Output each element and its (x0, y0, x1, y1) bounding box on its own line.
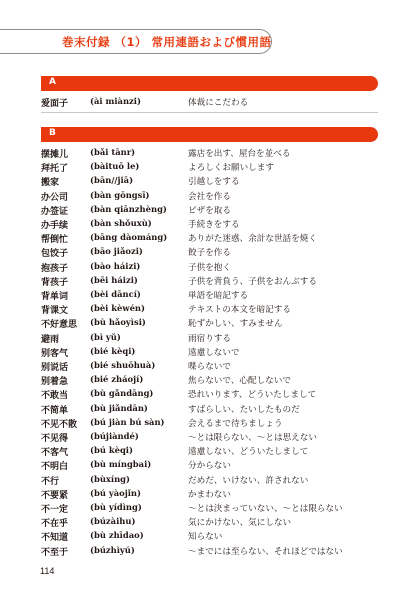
entry-pinyin: (bào háizi) (90, 260, 141, 271)
glossary-entry (0, 403, 420, 417)
entry-pinyin: (bèi dāncí) (90, 289, 141, 299)
entry-hanzi: 不在乎 (41, 519, 69, 530)
entry-pinyin: (bù yídìng) (90, 502, 142, 512)
entry-meaning: 雨宿りする (188, 333, 231, 344)
entry-hanzi: 摆摊儿 (41, 150, 69, 160)
entry-meaning: 遠慮しない、どういたしまして (188, 447, 309, 458)
entry-hanzi: 不客气 (41, 448, 69, 459)
appendix-title-bar (0, 29, 272, 54)
glossary-entry (0, 147, 420, 161)
entry-meaning: 恐れいります、どういたしまして (188, 390, 317, 401)
entry-hanzi: 爱面子 (41, 99, 69, 109)
entry-pinyin: (bié zháojí) (90, 374, 144, 385)
entry-pinyin: (bāo jiǎozi) (90, 246, 143, 257)
entry-meaning: 手続きをする (188, 220, 240, 230)
glossary-entry (0, 332, 420, 346)
glossary-entry (0, 417, 420, 431)
entry-meaning: 喋らないで (188, 362, 231, 372)
entry-hanzi: 不见不散 (41, 419, 78, 430)
entry-pinyin: (bān//jiā) (90, 175, 134, 186)
entry-pinyin: (bàn shǒuxù) (90, 218, 152, 228)
glossary-entry (0, 175, 420, 189)
entry-meaning: 会えるまで待ちましょう (188, 418, 283, 429)
entry-hanzi: 不行 (41, 476, 60, 487)
entry-meaning: ～とは限らない、～とは思えない (188, 433, 317, 443)
entry-meaning: 知らない (188, 532, 223, 543)
entry-meaning: 子供を抱く (188, 262, 231, 273)
glossary-entry (0, 161, 420, 175)
glossary-entry (0, 218, 420, 232)
entry-pinyin: (bàn gōngsī) (90, 189, 150, 200)
entry-meaning: だめだ、いけない、許されない (188, 475, 309, 486)
entry-hanzi: 抱孩子 (41, 263, 69, 274)
entry-hanzi: 搬家 (41, 178, 60, 189)
entry-hanzi: 不至于 (41, 547, 69, 558)
entry-hanzi: 拜托了 (41, 164, 69, 175)
entry-meaning: 餃子を作る (188, 248, 231, 259)
glossary-entry (0, 346, 420, 360)
entry-pinyin: (bié shuōhuà) (90, 360, 156, 370)
glossary-entry (0, 545, 420, 559)
glossary-entry (0, 232, 420, 246)
entry-meaning: 引越しをする (188, 177, 240, 188)
entry-pinyin: (bù jiǎndān) (90, 402, 148, 413)
entry-hanzi: 避雨 (41, 334, 60, 345)
entry-pinyin: (bēi háizi) (90, 274, 138, 285)
entry-hanzi: 不要紧 (41, 490, 69, 501)
entry-meaning: 気にかけない、気にしない (188, 518, 292, 529)
glossary-entry (0, 502, 420, 516)
entry-hanzi: 背单词 (41, 292, 69, 302)
glossary-entry (0, 431, 420, 445)
entry-meaning: 焦らないで、心配しないで (188, 376, 291, 387)
entry-hanzi: 背孩子 (41, 277, 69, 288)
entry-meaning: 露店を出す、屋台を並べる (188, 149, 291, 159)
entry-hanzi: 不敢当 (41, 391, 69, 402)
glossary-entry (0, 289, 420, 303)
entry-meaning: ありがた迷惑、余計な世話を焼く (188, 234, 317, 245)
entry-hanzi: 办签证 (41, 206, 69, 217)
glossary-entry (0, 388, 420, 402)
entry-pinyin: (bùxíng) (90, 473, 130, 484)
entry-hanzi: 不见得 (41, 434, 69, 444)
entry-pinyin: (ài miànzi) (90, 96, 141, 106)
entry-pinyin: (bié kèqi) (90, 345, 136, 356)
entry-pinyin: (bù gǎndāng) (90, 388, 154, 399)
glossary-entry (0, 374, 420, 388)
glossary-entry (0, 360, 420, 374)
section-letter: A (49, 77, 56, 87)
glossary-entry (0, 190, 420, 204)
glossary-entry (0, 488, 420, 502)
entry-hanzi: 不一定 (41, 505, 69, 515)
entry-meaning: よろしくお願いします (188, 163, 274, 174)
entry-pinyin: (bàn qiānzhèng) (90, 203, 167, 214)
entry-meaning: ビザを取る (188, 205, 231, 216)
entry-pinyin: (bì yǔ) (90, 331, 121, 342)
entry-hanzi: 背课文 (41, 306, 69, 317)
entry-pinyin: (bǎi tānr) (90, 147, 136, 157)
entry-pinyin: (bèi kèwén) (90, 303, 145, 314)
glossary-entry (0, 261, 420, 275)
entry-pinyin: (bù zhīdao) (90, 530, 144, 541)
glossary-entry (0, 303, 420, 317)
page-number: 114 (40, 566, 55, 576)
entry-hanzi: 不明白 (41, 462, 69, 473)
entry-meaning: テキストの本文を暗記する (188, 305, 291, 316)
glossary-entry (0, 275, 420, 289)
glossary-entry (0, 459, 420, 473)
glossary-entry (0, 96, 420, 110)
entry-hanzi: 帮倒忙 (41, 235, 69, 246)
entry-meaning: かまわない (188, 489, 231, 500)
entry-hanzi: 别着急 (41, 377, 69, 388)
entry-meaning: 分からない (188, 461, 231, 472)
entry-meaning: 会社を作る (188, 191, 231, 202)
glossary-entry (0, 317, 420, 331)
entry-pinyin: (bú jiàn bú sàn) (90, 416, 165, 427)
glossary-entry (0, 445, 420, 459)
entry-meaning: 体裁にこだわる (188, 98, 249, 108)
entry-pinyin: (búzàihu) (90, 516, 136, 527)
entry-hanzi: 不知道 (41, 533, 69, 544)
section-divider (41, 112, 378, 113)
glossary-entry (0, 516, 420, 530)
entry-meaning: 恥ずかしい、すみません (188, 319, 283, 330)
entry-pinyin: (bāng dàománg) (90, 232, 168, 243)
entry-pinyin: (bù míngbai) (90, 459, 152, 470)
glossary-entry (0, 474, 420, 488)
entry-pinyin: (bújiàndé) (90, 431, 139, 441)
entry-meaning: 子供を背負う、子供をおんぶする (188, 276, 317, 287)
entry-hanzi: 办公司 (41, 192, 69, 203)
glossary-entry (0, 530, 420, 544)
entry-hanzi: 包饺子 (41, 249, 69, 260)
entry-pinyin: (bàituō le) (90, 161, 140, 172)
entry-hanzi: 不好意思 (41, 320, 78, 331)
section-letter: B (49, 128, 56, 138)
entry-hanzi: 别说话 (41, 363, 69, 373)
glossary-entry (0, 204, 420, 218)
glossary-entry (0, 246, 420, 260)
entry-meaning: 単語を暗記する (188, 291, 249, 301)
entry-pinyin: (bú yàojǐn) (90, 487, 141, 498)
entry-hanzi: 办手续 (41, 221, 69, 231)
entry-meaning: 遠慮しないで (188, 347, 240, 358)
entry-hanzi: 不简单 (41, 405, 69, 416)
section-header-a (41, 76, 378, 91)
entry-pinyin: (bú kèqi) (90, 445, 133, 456)
entry-pinyin: (bù hǎoyìsi) (90, 317, 146, 328)
entry-meaning: すばらしい、たいしたものだ (188, 404, 300, 415)
page-title: 巻末付録 （1） 常用連語および慣用語 (62, 35, 272, 49)
entry-pinyin: (búzhìyú) (90, 544, 135, 555)
entry-hanzi: 别客气 (41, 348, 69, 359)
entry-meaning: ～までには至らない、それほどではない (188, 546, 343, 557)
entry-meaning: ～とは決まっていない、～とは限らない (188, 504, 343, 514)
section-header-b (41, 127, 378, 142)
